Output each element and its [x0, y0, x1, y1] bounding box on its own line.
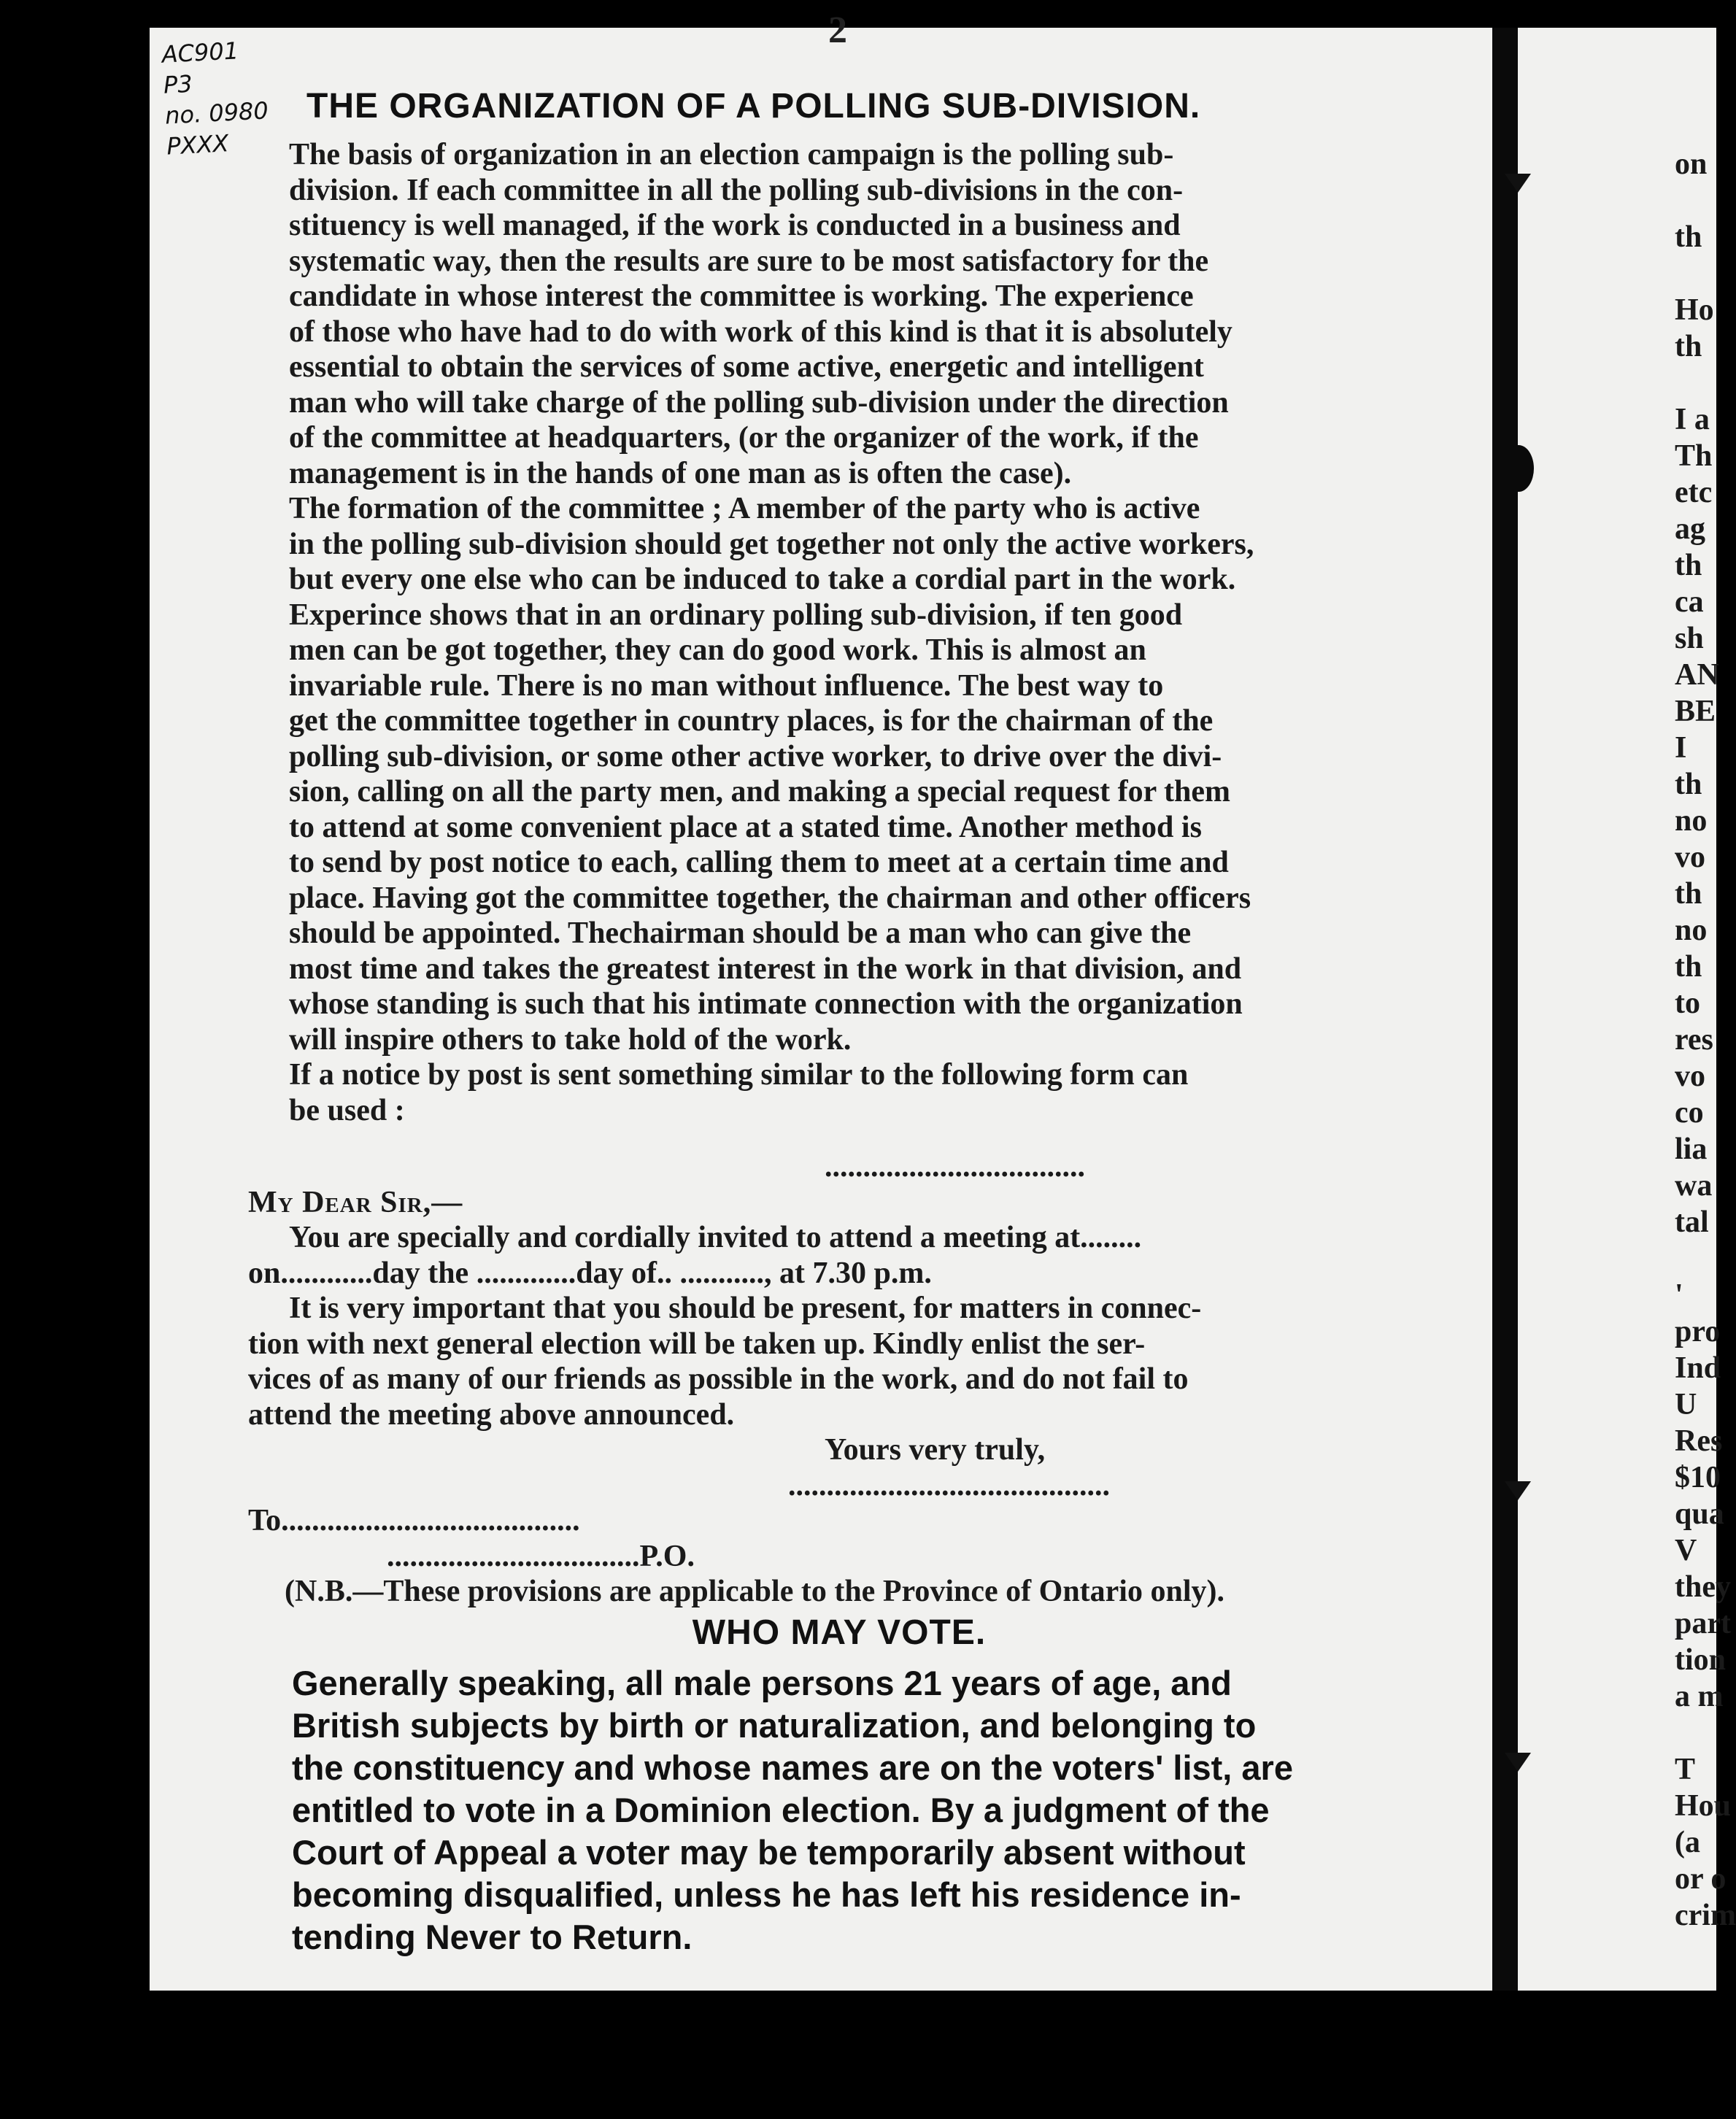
- facing-page-line: (a: [1675, 1826, 1700, 1859]
- nb-note: (N.B.—These provisions are applicable to the Province of Ontario only).: [285, 1575, 1224, 1608]
- facing-page-line: sh: [1675, 622, 1704, 655]
- facing-page-line: [1675, 365, 1736, 401]
- binding-hole: [1503, 445, 1534, 492]
- text-line: men can be got together, they can do good work. This is almost an: [289, 633, 1146, 667]
- text-line: in the polling sub-division should get together not only the active workers,: [289, 527, 1254, 561]
- form-line: It is very important that you should be present, for matters in connec-: [289, 1292, 1202, 1325]
- text-line: of the committee at headquarters, (or the organizer of the work, if the: [289, 421, 1199, 455]
- facing-page-line: to: [1675, 987, 1700, 1020]
- facing-page-line: $10: [1675, 1461, 1721, 1494]
- facing-page-line: BE: [1675, 695, 1716, 728]
- text-line: to attend at some convenient place at a stated time. Another method is: [289, 810, 1202, 844]
- facing-page-line: Hou: [1675, 1789, 1732, 1823]
- text-line: should be appointed. Thechairman should be a man who can give the: [289, 916, 1192, 950]
- facing-page-line: ': [1675, 1278, 1683, 1312]
- paragraph-3: [248, 1057, 1427, 1128]
- facing-page-line: Ind: [1675, 1351, 1721, 1385]
- text-line: but every one else who can be induced to take a cordial part in the work.: [289, 563, 1236, 596]
- invitation-form: [248, 1149, 1427, 1610]
- who-may-vote-paragraph: [248, 1662, 1427, 1958]
- facing-page-line: vo: [1675, 841, 1705, 874]
- facing-page-line: qua: [1675, 1497, 1724, 1531]
- date-line: ..................................: [825, 1150, 1085, 1184]
- facing-page-line: [1675, 255, 1736, 292]
- facing-page-line: th: [1675, 950, 1702, 984]
- facing-page-line: Res: [1675, 1424, 1723, 1458]
- facing-page-text: [1675, 146, 1736, 1934]
- salutation: My Dear Sir,—: [248, 1185, 463, 1219]
- form-line: You are specially and cordially invited to attend a meeting at........: [289, 1221, 1142, 1254]
- vote-text: [248, 1662, 1427, 1958]
- text-line: The formation of the committee ; A member of the party who is active: [289, 492, 1200, 525]
- text-line: management is in the hands of one man as is often the case).: [289, 456, 1072, 490]
- facing-page-line: crim: [1675, 1899, 1736, 1932]
- text-line: If a notice by post is sent something similar to the following form can: [289, 1058, 1189, 1092]
- facing-page-line: wa: [1675, 1169, 1713, 1203]
- form-line: tion with next general election will be taken up. Kindly enlist the ser-: [248, 1327, 1146, 1361]
- text-line: to send by post notice to each, calling them to meet at a certain time and: [289, 846, 1229, 879]
- signature-line: ..........................................: [788, 1468, 1110, 1502]
- binding-mark: [1505, 1753, 1531, 1772]
- facing-page-line: th: [1675, 768, 1702, 801]
- facing-page-line: AN: [1675, 658, 1719, 692]
- text-line: of those who have had to do with work of this kind is that it is absolutely: [289, 314, 1232, 349]
- text-line: Experince shows that in an ordinary polling sub-division, if ten good: [289, 598, 1183, 632]
- binding-mark: [1505, 1481, 1531, 1500]
- facing-page-line: Th: [1675, 439, 1713, 473]
- facing-page-line: U: [1675, 1388, 1697, 1421]
- text-line: polling sub-division, or some other active worker, to drive over the divi-: [289, 739, 1222, 773]
- text-line: be used :: [289, 1093, 405, 1127]
- facing-page-line: th: [1675, 877, 1702, 911]
- paragraph-2: [248, 491, 1427, 1057]
- facing-page-line: Ho: [1675, 293, 1714, 327]
- facing-page-line: I a: [1675, 403, 1710, 436]
- text-line: most time and takes the greatest interest in the work in that division, and: [289, 952, 1242, 986]
- form-line: on............day the .............day of.. ..........., at 7.30 p.m.: [248, 1256, 932, 1290]
- facing-page-line: no: [1675, 804, 1708, 838]
- facing-page-line: part: [1675, 1607, 1731, 1640]
- margin-note-line: PXXX: [166, 129, 230, 161]
- text-line: Generally speaking, all male persons 21 years of age, and: [292, 1664, 1232, 1702]
- text-line: British subjects by birth or naturalization, and belonging to: [292, 1706, 1257, 1745]
- facing-page-line: th: [1675, 330, 1702, 363]
- text-line: whose standing is such that his intimate connection with the organization: [289, 987, 1243, 1021]
- facing-page-line: tal: [1675, 1205, 1709, 1239]
- facing-page-line: th: [1675, 220, 1702, 254]
- text-line: will inspire others to take hold of the work.: [289, 1022, 852, 1057]
- facing-page-line: [1675, 1715, 1736, 1751]
- facing-page-line: co: [1675, 1096, 1704, 1130]
- text-line: candidate in whose interest the committee is working. The experience: [289, 279, 1194, 313]
- text-line: stituency is well managed, if the work is conducted in a business and: [289, 209, 1181, 242]
- facing-page-line: tion: [1675, 1643, 1727, 1677]
- facing-page-line: ca: [1675, 585, 1704, 619]
- article-body: [248, 137, 1427, 1128]
- text-line: get the committee together in country places, is for the chairman of the: [289, 704, 1214, 738]
- facing-page-line: vo: [1675, 1060, 1705, 1093]
- facing-page-line: or o: [1675, 1862, 1727, 1896]
- paragraph-1: [248, 137, 1427, 491]
- text-line: sion, calling on all the party men, and making a special request for them: [289, 775, 1231, 808]
- facing-page-line: [1675, 182, 1736, 219]
- text-line: place. Having got the committee together, the chairman and other officers: [289, 881, 1251, 915]
- text-line: invariable rule. There is no man without influence. The best way to: [289, 668, 1164, 703]
- form-line: vices of as many of our friends as possible in the work, and do not fail to: [248, 1362, 1189, 1396]
- page-title: THE ORGANIZATION OF A POLLING SUB-DIVISION.: [306, 87, 1201, 126]
- margin-note-line: P3: [163, 69, 193, 99]
- facing-page-line: V: [1675, 1534, 1697, 1567]
- margin-note-line: AC901: [161, 36, 239, 69]
- facing-page-line: etc: [1675, 476, 1713, 509]
- facing-page-line: ag: [1675, 512, 1705, 546]
- text-line: becoming disqualified, unless he has left his residence in-: [292, 1875, 1241, 1914]
- facing-page-line: a m: [1675, 1680, 1724, 1713]
- facing-page-line: they: [1675, 1570, 1731, 1604]
- text-line: man who will take charge of the polling sub-division under the direction: [289, 385, 1229, 420]
- binding-mark: [1505, 174, 1531, 193]
- section-title: WHO MAY VOTE.: [692, 1613, 987, 1652]
- text-line: division. If each committee in all the polling sub-divisions in the con-: [289, 173, 1184, 207]
- text-line: tending Never to Return.: [292, 1918, 693, 1956]
- facing-page-line: I: [1675, 731, 1687, 765]
- post-office-line: .................................P.O.: [387, 1539, 695, 1573]
- facing-page-line: th: [1675, 549, 1702, 582]
- text-line: essential to obtain the services of some active, energetic and intelligent: [289, 350, 1204, 384]
- facing-page-line: pro: [1675, 1315, 1721, 1348]
- facing-page-line: res: [1675, 1023, 1713, 1057]
- facing-page-line: T: [1675, 1753, 1696, 1786]
- facing-page-line: no: [1675, 914, 1708, 947]
- text-line: The basis of organization in an election campaign is the polling sub-: [289, 138, 1174, 171]
- facing-page-line: [1675, 1240, 1736, 1277]
- text-line: systematic way, then the results are sure to be most satisfactory for the: [289, 244, 1209, 278]
- to-line: To.......................................: [248, 1504, 580, 1537]
- closing: Yours very truly,: [825, 1433, 1046, 1467]
- form-line: attend the meeting above announced.: [248, 1397, 735, 1432]
- text-line: the constituency and whose names are on the voters' list, are: [292, 1748, 1293, 1787]
- text-line: Court of Appeal a voter may be temporarily absent without: [292, 1833, 1246, 1872]
- page-number: 2: [828, 9, 847, 51]
- facing-page-line: on: [1675, 147, 1708, 181]
- margin-note-line: no. 0980: [164, 96, 269, 130]
- facing-page-line: lia: [1675, 1132, 1708, 1166]
- text-line: entitled to vote in a Dominion election. By a judgment of the: [292, 1791, 1270, 1829]
